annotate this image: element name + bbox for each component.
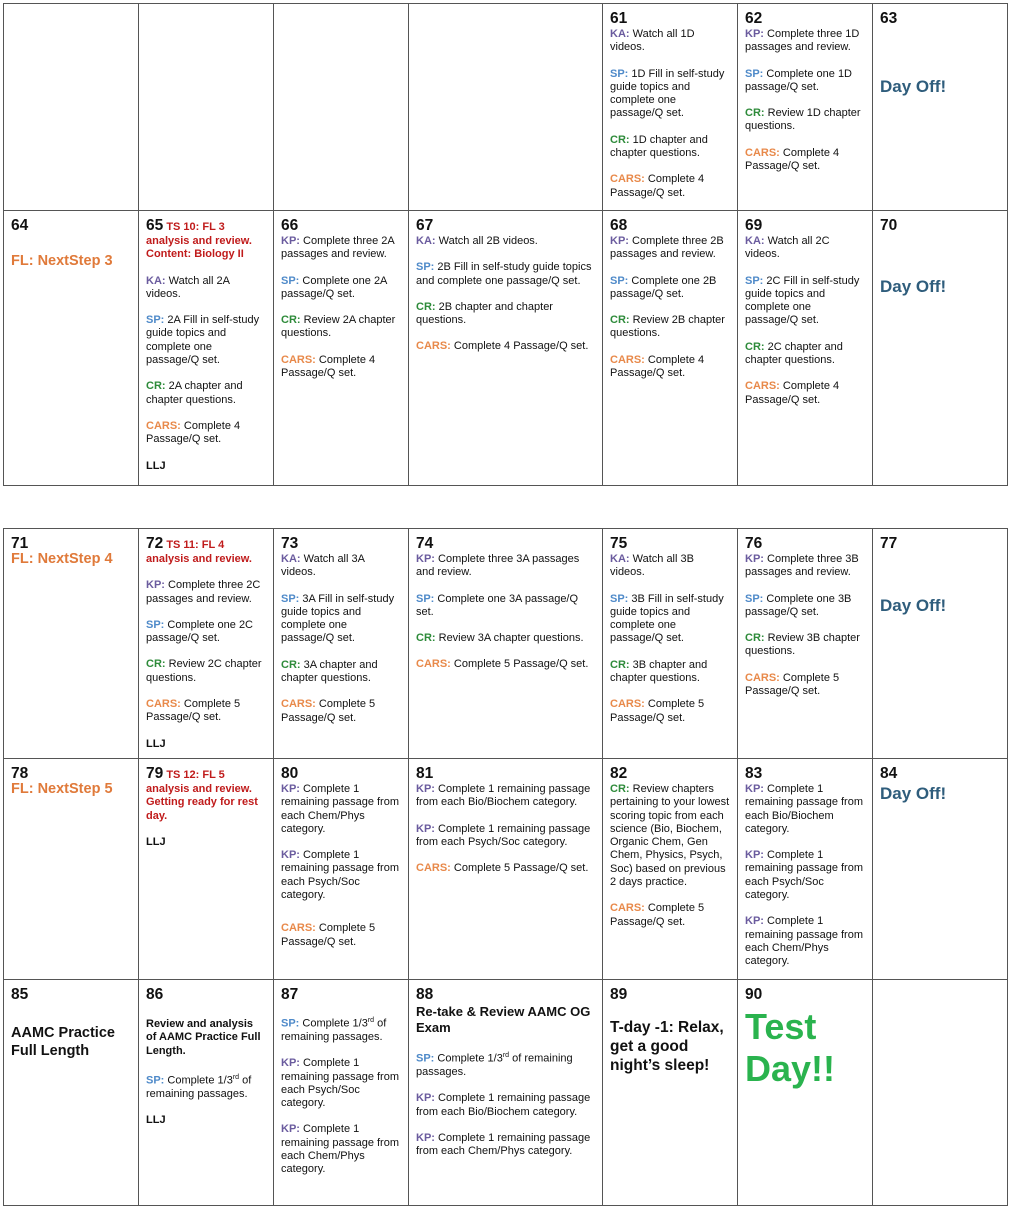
kp-label: KP: bbox=[745, 783, 764, 795]
cr-label: CR: bbox=[610, 783, 630, 795]
sp-label: SP: bbox=[610, 592, 629, 605]
sp-label: SP: bbox=[146, 1074, 165, 1087]
task-text: 2C Fill in self-study guide topics and complete one passage/Q set. bbox=[745, 274, 860, 327]
task-text: Watch all 3A videos. bbox=[281, 553, 365, 579]
cr-label: CR: bbox=[745, 632, 765, 645]
day-number: 65 bbox=[146, 217, 164, 234]
task-text: Review chapters pertaining to your lowest scoring topic from each science (Bio, Biochem, Organic Chem, Gen Chem, Physics, Psych, Soc) based on previous 2 days practice. bbox=[610, 783, 730, 889]
task-text: of remaining passages. bbox=[281, 1017, 387, 1043]
kp-label: KP: bbox=[416, 1131, 435, 1144]
task-text: Complete 5 Passage/Q set. bbox=[745, 671, 840, 698]
day-cell bbox=[409, 211, 603, 486]
task-text: Review 2A chapter questions. bbox=[281, 314, 396, 340]
sp-label: SP: bbox=[610, 274, 629, 287]
task-text: Review 1D chapter questions. bbox=[745, 107, 861, 133]
kp-label: KP: bbox=[416, 783, 435, 795]
day-cell bbox=[274, 529, 409, 759]
task-text: Watch all 2C videos. bbox=[745, 235, 830, 261]
kp-label: KP: bbox=[146, 579, 165, 592]
cr-label: CR: bbox=[745, 107, 765, 120]
ka-label: KA: bbox=[610, 553, 630, 565]
rest-day-label: T-day -1: Relax, get a good night’s sleep! bbox=[610, 1019, 724, 1074]
task-text: Complete 1 remaining passage from each Bio/Biochem category. bbox=[745, 783, 864, 835]
cars-label: CARS: bbox=[610, 902, 645, 915]
cars-label: CARS: bbox=[281, 353, 316, 366]
cars-label: CARS: bbox=[146, 698, 181, 711]
kp-label: KP: bbox=[281, 1057, 300, 1070]
sp-label: SP: bbox=[745, 592, 764, 605]
task-text: Review 2B chapter questions. bbox=[610, 314, 725, 340]
llj-label: LLJ bbox=[146, 835, 166, 848]
task-text: Complete 5 Passage/Q set. bbox=[281, 698, 376, 724]
test-session-label: TS 12: FL 5 bbox=[166, 769, 225, 781]
sp-label: SP: bbox=[281, 1017, 300, 1030]
superscript: rd bbox=[367, 1017, 375, 1024]
task-text: Complete three 1D passages and review. bbox=[745, 28, 860, 54]
day-cell bbox=[873, 4, 1008, 211]
kp-label: KP: bbox=[281, 1123, 300, 1136]
day-number: 76 bbox=[745, 535, 763, 552]
day-cell bbox=[274, 211, 409, 486]
task-text: Complete 1 remaining passage from each Psych/Soc category. bbox=[416, 822, 591, 848]
task-text: Complete 4 Passage/Q set. bbox=[745, 380, 840, 406]
llj-label: LLJ bbox=[146, 459, 166, 472]
task-text: Complete one 3A passage/Q set. bbox=[416, 592, 579, 618]
task-text: Complete one 2C passage/Q set. bbox=[146, 618, 254, 645]
task-text: Complete 1/3 bbox=[164, 1074, 233, 1087]
task-text: 2C chapter and chapter questions. bbox=[745, 340, 843, 367]
day-cell bbox=[409, 980, 603, 1206]
task-text: Complete 5 Passage/Q set. bbox=[146, 698, 241, 724]
day-cell bbox=[139, 211, 274, 486]
ka-label: KA: bbox=[281, 553, 301, 565]
day-cell bbox=[738, 759, 873, 980]
task-text: Complete one 2A passage/Q set. bbox=[281, 274, 387, 300]
day-number: 88 bbox=[416, 986, 434, 1003]
task-text: 1D Fill in self-study guide topics and complete one passage/Q set. bbox=[610, 67, 725, 120]
task-text: Complete three 2B passages and review. bbox=[610, 235, 724, 261]
test-session-text: analysis and review. Getting ready for rest day. bbox=[146, 783, 258, 822]
day-cell bbox=[409, 759, 603, 980]
day-number: 73 bbox=[281, 535, 299, 552]
calendar-table-2 bbox=[3, 528, 1008, 1206]
ka-label: KA: bbox=[416, 235, 436, 247]
ka-label: KA: bbox=[146, 274, 166, 287]
full-length-label: FL: NextStep 3 bbox=[11, 253, 113, 269]
task-text: 2B chapter and chapter questions. bbox=[416, 300, 553, 327]
llj-label: LLJ bbox=[146, 1114, 166, 1127]
day-number: 72 bbox=[146, 535, 164, 552]
day-cell bbox=[4, 211, 139, 486]
empty-cell bbox=[4, 4, 139, 211]
day-number: 87 bbox=[281, 986, 299, 1003]
task-text: Complete 1/3 bbox=[299, 1017, 368, 1030]
task-text: Complete 1 remaining passage from each Psych/Soc category. bbox=[745, 849, 864, 902]
day-cell bbox=[603, 529, 738, 759]
day-number: 71 bbox=[11, 535, 29, 552]
cr-label: CR: bbox=[416, 300, 436, 313]
kp-label: KP: bbox=[416, 1092, 435, 1105]
day-number: 67 bbox=[416, 217, 434, 234]
task-text: 3B Fill in self-study guide topics and complete one passage/Q set. bbox=[610, 592, 724, 645]
kp-label: KP: bbox=[416, 553, 435, 565]
sp-label: SP: bbox=[745, 274, 764, 287]
empty-cell bbox=[409, 4, 603, 211]
day-cell bbox=[274, 759, 409, 980]
week-row bbox=[4, 980, 1008, 1206]
day-number: 90 bbox=[745, 986, 763, 1003]
sp-label: SP: bbox=[610, 67, 629, 80]
cars-label: CARS: bbox=[745, 671, 780, 684]
day-cell bbox=[738, 211, 873, 486]
review-text: Review and analysis of AAMC Practice Full Length. bbox=[146, 1018, 261, 1057]
llj-label: LLJ bbox=[146, 737, 166, 750]
cars-label: CARS: bbox=[745, 380, 780, 393]
day-number: 81 bbox=[416, 765, 434, 782]
task-text: Complete 1 remaining passage from each Bio/Biochem category. bbox=[416, 1092, 591, 1118]
test-session-text: analysis and review. Content: Biology II bbox=[146, 235, 252, 261]
calendar-table-1 bbox=[3, 3, 1008, 486]
superscript: rd bbox=[502, 1052, 510, 1059]
test-session-label: TS 10: FL 3 bbox=[166, 221, 225, 233]
test-session-text: analysis and review. bbox=[146, 553, 252, 565]
sp-label: SP: bbox=[745, 67, 764, 80]
day-cell bbox=[603, 4, 738, 211]
task-text: Watch all 2A videos. bbox=[146, 274, 230, 300]
task-text: Complete three 3B passages and review. bbox=[745, 553, 859, 579]
task-text: Complete 1 remaining passage from each Psych/Soc category. bbox=[281, 849, 400, 902]
day-number: 77 bbox=[880, 535, 898, 552]
sp-label: SP: bbox=[416, 261, 435, 274]
day-cell bbox=[603, 211, 738, 486]
task-text: Review 3A chapter questions. bbox=[435, 632, 584, 645]
kp-label: KP: bbox=[610, 235, 629, 247]
day-cell bbox=[4, 980, 139, 1206]
task-text: Complete three 2A passages and review. bbox=[281, 235, 395, 261]
cars-label: CARS: bbox=[610, 698, 645, 711]
day-number: 64 bbox=[11, 217, 29, 234]
task-text: Complete 4 Passage/Q set. bbox=[281, 353, 376, 380]
full-length-label: FL: NextStep 4 bbox=[11, 551, 113, 567]
task-text: Review 3B chapter questions. bbox=[745, 632, 860, 658]
task-text: Complete 5 Passage/Q set. bbox=[450, 658, 589, 671]
cars-label: CARS: bbox=[146, 419, 181, 432]
task-text: Complete 4 Passage/Q set. bbox=[450, 340, 589, 353]
task-text: 2A Fill in self-study guide topics and complete one passage/Q set. bbox=[146, 314, 260, 367]
week-row bbox=[4, 759, 1008, 980]
day-number: 83 bbox=[745, 765, 763, 782]
task-text: Complete one 3B passage/Q set. bbox=[745, 592, 852, 618]
day-number: 62 bbox=[745, 10, 763, 27]
cars-label: CARS: bbox=[281, 698, 316, 711]
task-text: Complete 1 remaining passage from each Chem/Phys category. bbox=[281, 1123, 400, 1176]
task-text: 3A chapter and chapter questions. bbox=[281, 658, 378, 685]
day-number: 86 bbox=[146, 986, 164, 1003]
day-number: 80 bbox=[281, 765, 299, 782]
sp-label: SP: bbox=[416, 1052, 435, 1065]
task-text: Review 2C chapter questions. bbox=[146, 658, 262, 684]
task-text: Complete 4 Passage/Q set. bbox=[745, 146, 840, 173]
cr-label: CR: bbox=[281, 314, 301, 327]
cars-label: CARS: bbox=[416, 340, 451, 353]
task-text: Complete 5 Passage/Q set. bbox=[610, 902, 705, 928]
day-number: 70 bbox=[880, 217, 898, 234]
day-number: 84 bbox=[880, 765, 898, 782]
day-off-label: Day Off! bbox=[880, 277, 947, 296]
kp-label: KP: bbox=[745, 915, 764, 928]
day-cell bbox=[738, 4, 873, 211]
day-number: 79 bbox=[146, 765, 164, 782]
day-off-label: Day Off! bbox=[880, 77, 947, 96]
day-cell bbox=[409, 529, 603, 759]
test-session-label: TS 11: FL 4 bbox=[166, 539, 225, 551]
day-cell bbox=[139, 759, 274, 980]
day-cell bbox=[738, 529, 873, 759]
test-day-label: Test Day!! bbox=[745, 1006, 836, 1089]
kp-label: KP: bbox=[745, 849, 764, 862]
day-cell bbox=[873, 759, 1008, 980]
exam-label: Re-take & Review AAMC OG Exam bbox=[416, 1004, 591, 1035]
task-text: Complete 4 Passage/Q set. bbox=[146, 419, 241, 446]
cr-label: CR: bbox=[416, 632, 436, 645]
week-row bbox=[4, 529, 1008, 759]
day-cell bbox=[603, 759, 738, 980]
sp-label: SP: bbox=[416, 592, 435, 605]
task-text: Watch all 3B videos. bbox=[610, 553, 694, 579]
sp-label: SP: bbox=[146, 618, 165, 631]
task-text: Complete 4 Passage/Q set. bbox=[610, 353, 705, 380]
task-text: of remaining passages. bbox=[146, 1074, 252, 1100]
superscript: rd bbox=[232, 1073, 240, 1081]
day-number: 75 bbox=[610, 535, 628, 552]
ka-label: KA: bbox=[610, 28, 630, 40]
task-text: Complete 1/3 bbox=[434, 1052, 503, 1065]
cr-label: CR: bbox=[745, 340, 765, 353]
day-cell bbox=[274, 980, 409, 1206]
sp-label: SP: bbox=[146, 314, 165, 327]
cars-label: CARS: bbox=[745, 146, 780, 159]
task-text: Complete 5 Passage/Q set. bbox=[450, 862, 589, 875]
kp-label: KP: bbox=[281, 235, 300, 247]
task-text: 2B Fill in self-study guide topics and complete one passage/Q set. bbox=[416, 261, 592, 287]
day-cell bbox=[4, 529, 139, 759]
day-cell bbox=[139, 980, 274, 1206]
task-text: Complete one 2B passage/Q set. bbox=[610, 274, 717, 300]
week-row bbox=[4, 4, 1008, 211]
day-number: 68 bbox=[610, 217, 628, 234]
exam-label: AAMC Practice Full Length bbox=[11, 1025, 115, 1059]
day-off-label: Day Off! bbox=[880, 596, 947, 615]
day-number: 85 bbox=[11, 986, 29, 1003]
task-text: Complete three 2C passages and review. bbox=[146, 579, 261, 605]
task-text: Complete 1 remaining passage from each Chem/Phys category. bbox=[745, 915, 864, 968]
task-text: Complete 1 remaining passage from each Chem/Phys category. bbox=[416, 1131, 591, 1158]
cr-label: CR: bbox=[610, 314, 630, 327]
task-text: of remaining passages. bbox=[416, 1052, 573, 1078]
day-cell bbox=[4, 759, 139, 980]
task-text: 3A Fill in self-study guide topics and complete one passage/Q set. bbox=[281, 592, 395, 645]
day-number: 78 bbox=[11, 765, 29, 782]
cr-label: CR: bbox=[610, 658, 630, 671]
task-text: Watch all 2B videos. bbox=[435, 235, 538, 247]
cars-label: CARS: bbox=[416, 658, 451, 671]
task-text: Complete 4 Passage/Q set. bbox=[610, 173, 705, 199]
day-cell bbox=[738, 980, 873, 1206]
task-text: 3B chapter and chapter questions. bbox=[610, 658, 708, 685]
task-text: Complete three 3A passages and review. bbox=[416, 553, 580, 579]
day-number: 69 bbox=[745, 217, 763, 234]
day-cell bbox=[603, 980, 738, 1206]
task-text: Complete 1 remaining passage from each Bio/Biochem category. bbox=[416, 783, 591, 809]
empty-cell bbox=[139, 4, 274, 211]
kp-label: KP: bbox=[281, 849, 300, 862]
day-number: 74 bbox=[416, 535, 434, 552]
task-text: Complete 5 Passage/Q set. bbox=[610, 698, 705, 724]
sp-label: SP: bbox=[281, 592, 300, 605]
task-text: Complete 1 remaining passage from each Chem/Phys category. bbox=[281, 783, 400, 835]
kp-label: KP: bbox=[745, 28, 764, 40]
cr-label: CR: bbox=[610, 133, 630, 146]
day-cell bbox=[139, 529, 274, 759]
day-cell bbox=[873, 211, 1008, 486]
day-cell bbox=[873, 529, 1008, 759]
task-text: 2A chapter and chapter questions. bbox=[146, 380, 243, 406]
task-text: Complete 1 remaining passage from each Psych/Soc category. bbox=[281, 1057, 400, 1110]
kp-label: KP: bbox=[745, 553, 764, 565]
kp-label: KP: bbox=[416, 822, 435, 835]
day-number: 63 bbox=[880, 10, 898, 27]
ka-label: KA: bbox=[745, 235, 765, 247]
week-row bbox=[4, 211, 1008, 486]
cr-label: CR: bbox=[146, 380, 166, 393]
task-text: Watch all 1D videos. bbox=[610, 28, 695, 54]
full-length-label: FL: NextStep 5 bbox=[11, 781, 113, 797]
empty-cell bbox=[274, 4, 409, 211]
cr-label: CR: bbox=[281, 658, 301, 671]
day-off-label: Day Off! bbox=[880, 784, 947, 803]
day-number: 89 bbox=[610, 986, 628, 1003]
empty-cell bbox=[873, 980, 1008, 1206]
day-number: 82 bbox=[610, 765, 628, 782]
kp-label: KP: bbox=[281, 783, 300, 795]
day-number: 61 bbox=[610, 10, 628, 27]
task-text: Complete 5 Passage/Q set. bbox=[281, 922, 376, 948]
cars-label: CARS: bbox=[610, 353, 645, 366]
cars-label: CARS: bbox=[416, 862, 451, 875]
task-text: Complete one 1D passage/Q set. bbox=[745, 67, 853, 93]
cars-label: CARS: bbox=[281, 922, 316, 935]
day-number: 66 bbox=[281, 217, 299, 234]
sp-label: SP: bbox=[281, 274, 300, 287]
task-text: 1D chapter and chapter questions. bbox=[610, 133, 708, 160]
cars-label: CARS: bbox=[610, 173, 645, 186]
cr-label: CR: bbox=[146, 658, 166, 671]
